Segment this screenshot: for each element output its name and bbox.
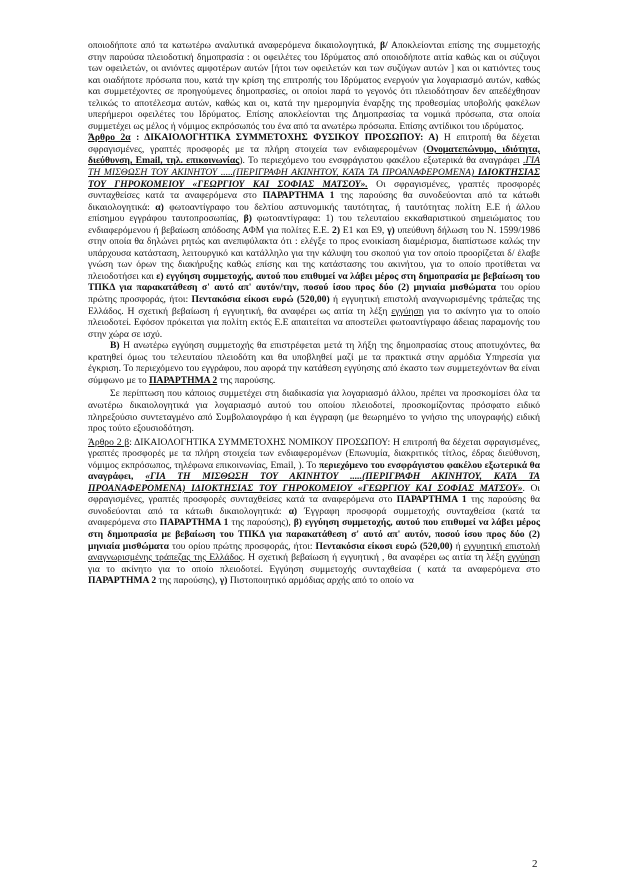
article-2a-title: : ΔΙΚΑΙΟΛΟΓΗΤΙΚΑ ΣΥΜΜΕΤΟΧΗΣ ΦΥΣΙΚΟΥ ΠΡΟΣΩΠΟΥ: Α): [130, 132, 439, 144]
guarantee-amount: Πεντακόσια είκοσι ευρώ (520,00): [315, 540, 453, 552]
item-marker: β): [243, 213, 252, 225]
text-run: υπεύθυνη δήλωση του Ν. 1599/1986 στην οποία θα δηλώνει ρητώς και ανεπιφύλακτα ότι : ελέγξε το προς ενοικίαση διαμέρισμα, διαπίστωσε καλώς την υπάρχουσα κατάσταση, λειτουργικό και κατάλληλο για την κάλυψη του σκοπού για τον οποίο προορίζεται δ/ έλαβε γνώση των όρων της διακήρυξης καθώς επίσης και της κατάστασης του ακινήτου, για το οποίο προτίθεται να πλειοδοτήσει και: [88, 224, 541, 282]
text-run: της παρούσης θα συνοδεύονται από τα κάτωθι δικαιολογητικά:: [88, 494, 541, 517]
page-number: 2: [532, 858, 538, 870]
text-run: Η ανωτέρω εγγύηση συμμετοχής θα επιστρέφεται μετά τη λήξη της δημοπρασίας στους αποτυχόντες, θα κρατηθεί όμως του τελευταίου πλειοδότη και θα υποβληθεί μαζί με τα πρακτικά στην αρμόδια Υπηρεσία για έγκριση. Το περιεχόμενο του εγγράφου, που αφορά την κατάθεση εγγύησης από έκαστο των συμμετεχόντων θα είναι σύμφωνο με το: [88, 340, 540, 386]
envelope-label: .ΓΙΑ ΤΗ ΜΙΣΘΩΣΗ ΤΟΥ ΑΚΙΝΗΤΟΥ .....(ΠΕΡΙΓΡΑΦΗ ΑΚΙΝΗΤΟΥ, ΚΑΤΑ ΤΑ ΠΡΟΑΝΑΦΕΡΟΜΕΝΑ): [88, 155, 540, 179]
guarantee-amount: Πεντακόσια είκοσι ευρώ (520,00): [191, 294, 330, 306]
guarantee-word: εγγύηση: [507, 552, 540, 564]
guarantee-requirement: ε) εγγύηση συμμετοχής, αυτού που επιθυμεί να λάβει μέρος στη δημοπρασία με βεβαίωση του ΤΠΚΔ για παρακατάθεση σ' αυτό απ' αυτόν/την, ποσού ίσου προς δύο (2) μηνιαία μισθώματα: [88, 270, 541, 294]
item-marker: α): [288, 505, 298, 517]
text-run: Οι σφραγισμένες, γραπτές προσφορές συνταχθείσες κατά τα αναφερόμενα στο: [88, 178, 540, 202]
proxy-paragraph: [88, 388, 540, 434]
text-run: ή εγγυητική επιστολή αναγνωρισμένης τράπεζας της Ελλάδος. Η σχετική βεβαίωση ή εγγυητική, θα αναφέρει ως αιτία τη λέξη: [88, 294, 540, 317]
article-2b-paragraph: [88, 437, 540, 587]
envelope-owner: ΙΔΙΟΚΤΗΣΙΑΣ ΤΟΥ ΓΗΡΟΚΟΜΕΙΟΥ «ΓΕΩΡΓΙΟΥ ΚΑΙ ΣΟΦΙΑΣ ΜΑΤΣΟΥ».: [88, 167, 540, 190]
annex-reference: ΠΑΡΑΡΤΗΜΑ 1: [262, 190, 335, 202]
text-run: της παρούσης),: [228, 517, 294, 529]
envelope-label: «ΓΙΑ ΤΗ ΜΙΣΘΩΣΗ ΤΟΥ ΑΚΙΝΗΤΟΥ .....(ΠΕΡΙΓΡΑΦΗ ΑΚΙΝΗΤΟΥ, ΚΑΤΑ ΤΑ ΠΡΟΑΝΑΦΕΡΟΜΕΝΑ): [88, 471, 540, 494]
article-2a-paragraph: [88, 132, 540, 340]
annex-reference: ΠΑΡΑΡΤΗΜΑ 2: [149, 374, 218, 386]
item-marker: γ): [219, 575, 228, 587]
text-run: . Οι σφραγισμένες, γραπτές προσφορές συνταχθείσες κατά τα αναφερόμενα στο: [88, 482, 540, 506]
bank-letter: εγγυητική επιστολή αναγνωρισμένης τράπεζας της Ελλάδος: [88, 540, 540, 564]
text-run: φωτοαντίγραφο του δελτίου αστυνομικής ταυτότητας, ή ταυτότητας πολίτη Ε.Ε ή άλλου επίσημου εγγράφου ταυτοπροσωπίας,: [88, 201, 540, 225]
text-run: Η επιτροπή θα δέχεται σφραγισμένες, γραπτές προσφορές με τα πλήρη στοιχεία των ενδιαφερομένων (: [88, 132, 540, 155]
text-run: ή: [452, 540, 464, 552]
text-run: του ορίου πρώτης προσφοράς, ήτοι:: [88, 282, 540, 306]
article-2b-title: : ΔΙΚΑΙΟΛΟΓΗΤΙΚΑ ΣΥΜΜΕΤΟΧΗΣ ΝΟΜΙΚΟΥ ΠΡΟΣΩΠΟΥ:: [129, 436, 391, 448]
text-run: οποιοδήποτε από τα κατωτέρω αναλυτικά αναφερόμενα δικαιολογητικά,: [88, 40, 380, 51]
item-marker: Β): [110, 340, 120, 352]
guarantee-requirement: β) εγγύηση συμμετοχής, αυτού που επιθυμεί να λάβει μέρος στη δημοπρασία με βεβαίωση του ΤΠΚΔ για παρακατάθεση σ' αυτό απ' αυτόν, ποσού ίσου προς δύο (2) μηνιαία μισθώματα: [88, 517, 541, 552]
text-run: του ορίου πρώτης προσφοράς, ήτοι:: [169, 540, 316, 552]
text-run: . Η σχετική βεβαίωση ή εγγυητική , θα αναφέρει ως αιτία τη λέξη: [242, 552, 508, 564]
text-run: Σε περίπτωση που κάποιος συμμετέχει στη διαδικασία για λογαριασμό άλλου, πρέπει να προσκομίσει όλα τα ανωτέρω δικαιολογητικά για λογαριασμό αυτού του οποίου πλειοδοτεί, προσκομίζοντας πρόσφατο ειδικό πληρεξούσιο συντεταγμένο από Συμβολαιογράφο ή και έγγραφη (με θεωρημένο το γνήσιο της υπογραφής) ειδική προς τούτο εξουσιοδότηση.: [88, 388, 540, 435]
annex-reference: ΠΑΡΑΡΤΗΜΑ 1: [396, 494, 467, 506]
text-run: για το ακίνητο για το οποίο πλειοδοτεί. Εφόσον πρόκειται για πολίτη εκτός Ε.Ε απαιτείται να αποστείλει φωτοαντίγραφο άδειας παραμονής του στην χώρα σε ισχύ.: [88, 305, 540, 340]
annex-reference: ΠΑΡΑΡΤΗΜΑ 2: [88, 575, 157, 587]
text-run: Πιστοποιητικό αρμόδιας αρχής από το οποίο να: [227, 575, 414, 587]
text-run: Ε1 και Ε9,: [340, 224, 388, 236]
envelope-owner: ΙΔΙΟΚΤΗΣΙΑΣ ΤΟΥ ΓΗΡΟΚΟΜΕΙΟΥ «ΓΕΩΡΓΙΟΥ ΚΑΙ ΣΟΦΙΑΣ ΜΑΤΣΟΥ»: [185, 482, 523, 494]
guarantee-return-paragraph: [88, 340, 540, 386]
envelope-instruction: περιεχόμενο του ενσφράγιστου φακέλου εξωτερικά θα αναγράφει,: [88, 459, 540, 483]
required-details: Ονοματεπώνυμο, ιδιότητα, διεύθυνση, Email, τηλ. επικοινωνίας: [88, 143, 540, 167]
text-run: Έγγραφη προσφορά συμμετοχής συνταχθείσα (κατά τα αναφερόμενα στο: [88, 505, 540, 529]
exclusions-paragraph: [88, 40, 540, 132]
bold-run: β/: [379, 40, 388, 51]
item-marker: γ): [387, 224, 395, 236]
text-run: Η επιτροπή θα δέχεται σφραγισμένες, γραπτές προσφορές με τα πλήρη στοιχεία των ενδιαφερομένων (Επωνυμία, διακριτικός τίτλος, έδρας διεύθυνση, νόμιμος εκπρόσωπος, τηλέφωνα επικοινωνίας, Email, ). Το: [88, 436, 541, 471]
article-2b-heading: Άρθρο 2 β: [88, 436, 130, 448]
text-run: για το ακίνητο για το οποίο πλειοδοτεί. Εγγύηση συμμετοχής συνταχθείσα ( κατά τα αναφερόμενα στο: [88, 563, 540, 575]
document-body: [88, 40, 540, 587]
item-marker: α): [155, 201, 164, 213]
text-run: ). Το περιεχόμενο του ενσφράγιστου φακέλου εξωτερικά θα αναγράφει: [239, 155, 524, 167]
article-2a-heading: Άρθρο 2α: [88, 132, 131, 144]
text-run: φωτοαντίγραφα: 1) του τελευταίου εκκαθαριστικού σημειώματος του ενδιαφερόμενου ή βεβαίωση απόδοσης ΑΦΜ για πολίτες Ε.Ε.: [88, 213, 540, 236]
text-run: της παρούσης.: [217, 374, 276, 386]
text-run: της παρούσης),: [156, 575, 220, 587]
guarantee-word: εγγύηση: [391, 305, 424, 317]
annex-reference: ΠΑΡΑΡΤΗΜΑ 1: [159, 517, 229, 529]
text-run: Αποκλείονται επίσης της συμμετοχής στην παρούσα πλειοδοτική δημοπρασία : οι οφειλέτες του Ιδρύματος από οποιοδήποτε αιτία καθώς και οι σύζυγοι των οφειλετών, οι ανιόντες αμφοτέρων αυτών [ήτοι των οφειλετών και των συζύγων αυτών ] και οι κατιόντες τους και οιαδήποτε πρόσωπα που, κατά την κρίση της επιτροπής του Ιδρύματος ενεργούν για λογαριασμό αυτών, καθώς και συμμετέχοντες σε προηγούμενες δημοπρασίες, οι οποίοι παρά το γεγονός ότι πλειοδότησαν δεν απεδέχθησαν τελικώς το αποτέλεσμα αυτών, καθώς και οι, κατά την ημερομηνία έναρξης της προθεσμίας υποβολής φακέλων υπερήμεροι οφειλέτες του Ιδρύματος. Επίσης αποκλείονται της Δημοπρασίας τα νομικά πρόσωπα, στα οποία συμμετέχει ως μέλος ή νόμιμος εκπρόσωπός του ένα από τα ανωτέρω πρόσωπα. Επίσης αντίδικοι του ιδρύματος.: [88, 40, 540, 132]
text-run: της παρούσης θα συνοδεύονται από τα κάτωθι δικαιολογητικά:: [88, 190, 540, 213]
item-marker: 2): [332, 224, 341, 236]
